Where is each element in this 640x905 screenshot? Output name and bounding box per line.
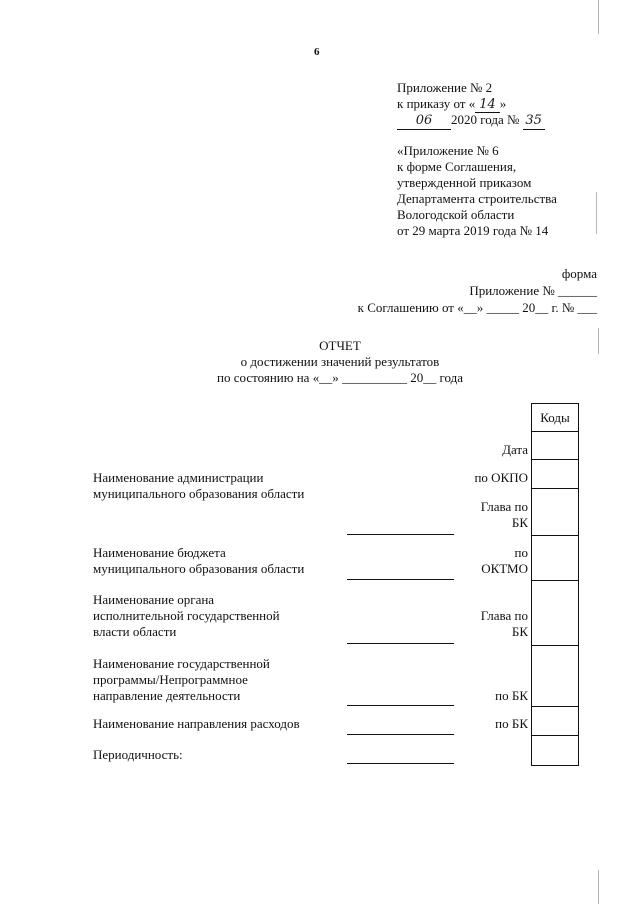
label-periodicity: Периодичность: bbox=[93, 747, 183, 762]
code-label-okpo: по ОКПО bbox=[474, 470, 528, 485]
label-line: Наименование администрации bbox=[93, 470, 264, 485]
form-appendix-number: Приложение № ______ bbox=[469, 283, 597, 298]
label-administration bbox=[93, 470, 304, 502]
fill-line-budget[interactable] bbox=[347, 579, 454, 580]
label-budget bbox=[93, 545, 304, 577]
code-cell-direction-bk bbox=[531, 706, 579, 736]
handwritten-day: 14 bbox=[475, 97, 500, 113]
appendix-order-year-line bbox=[397, 112, 545, 130]
appendix6-line: к форме Соглашения, bbox=[397, 159, 517, 174]
appendix-order-suffix: » bbox=[499, 96, 507, 111]
code-label-program-bk: по БК bbox=[495, 688, 528, 703]
code-cell-okpo bbox=[531, 459, 579, 489]
fill-line-executive-body[interactable] bbox=[347, 643, 454, 644]
label-line: муниципального образования области bbox=[93, 561, 305, 576]
code-cell-glava-bk-2 bbox=[531, 580, 579, 646]
label-line: Наименование органа bbox=[93, 592, 215, 607]
label-line: направление деятельности bbox=[93, 688, 241, 703]
form-label: форма bbox=[561, 266, 597, 281]
appendix-title: Приложение № 2 bbox=[397, 80, 493, 95]
fill-line-state-program[interactable] bbox=[347, 705, 454, 706]
label-state-program bbox=[93, 656, 270, 704]
scan-edge-mark bbox=[598, 328, 599, 354]
report-title: ОТЧЕТ bbox=[319, 338, 361, 353]
code-cell-periodicity bbox=[531, 735, 579, 766]
code-label-glava-bk-1: Глава по БК bbox=[480, 499, 528, 530]
scan-edge-mark bbox=[596, 192, 597, 234]
code-label-oktmo: по ОКТМО bbox=[481, 545, 528, 576]
form-agreement-line: к Соглашению от «__» _____ 20__ г. № ___ bbox=[357, 300, 597, 315]
appendix6-line: Департамента строительства bbox=[397, 191, 557, 206]
codes-header-cell: Коды bbox=[531, 403, 579, 432]
appendix-order-year: 2020 года № bbox=[451, 112, 520, 127]
fill-line-administration[interactable] bbox=[347, 534, 454, 535]
handwritten-order-number: 35 bbox=[523, 113, 545, 130]
report-as-of-date: по состоянию на «__» __________ 20__ года bbox=[217, 370, 463, 385]
label-expense-direction: Наименование направления расходов bbox=[93, 716, 300, 731]
appendix6-line: Вологодской области bbox=[397, 207, 515, 222]
label-line: Наименование бюджета bbox=[93, 545, 226, 560]
code-label-direction-bk: по БК bbox=[495, 716, 528, 731]
label-line: программы/Непрограммное bbox=[93, 672, 248, 687]
appendix6-line: утвержденной приказом bbox=[397, 175, 532, 190]
code-cell-oktmo bbox=[531, 535, 579, 581]
code-cell-glava-bk-1 bbox=[531, 488, 579, 536]
code-cell-program-bk bbox=[531, 645, 579, 707]
handwritten-month: 06 bbox=[397, 113, 451, 130]
scan-edge-mark bbox=[598, 870, 599, 904]
label-line: исполнительной государственной bbox=[93, 608, 280, 623]
appendix-order-prefix: к приказу от « bbox=[397, 96, 476, 111]
fill-line-periodicity[interactable] bbox=[347, 763, 454, 764]
label-line: власти области bbox=[93, 624, 177, 639]
code-label-glava-bk-2: Глава по БК bbox=[480, 608, 528, 639]
scan-edge-mark bbox=[598, 0, 599, 34]
label-line: Наименование государственной bbox=[93, 656, 270, 671]
label-executive-body bbox=[93, 592, 280, 640]
page-number: 6 bbox=[314, 46, 320, 58]
appendix6-line: «Приложение № 6 bbox=[397, 143, 499, 158]
appendix-order-date bbox=[397, 96, 506, 113]
appendix6-block bbox=[397, 143, 557, 239]
appendix6-line: от 29 марта 2019 года № 14 bbox=[397, 223, 549, 238]
code-cell-date bbox=[531, 431, 579, 460]
label-line: муниципального образования области bbox=[93, 486, 305, 501]
fill-line-expense-direction[interactable] bbox=[347, 734, 454, 735]
report-subtitle: о достижении значений результатов bbox=[240, 354, 440, 369]
code-label-date: Дата bbox=[502, 442, 528, 457]
